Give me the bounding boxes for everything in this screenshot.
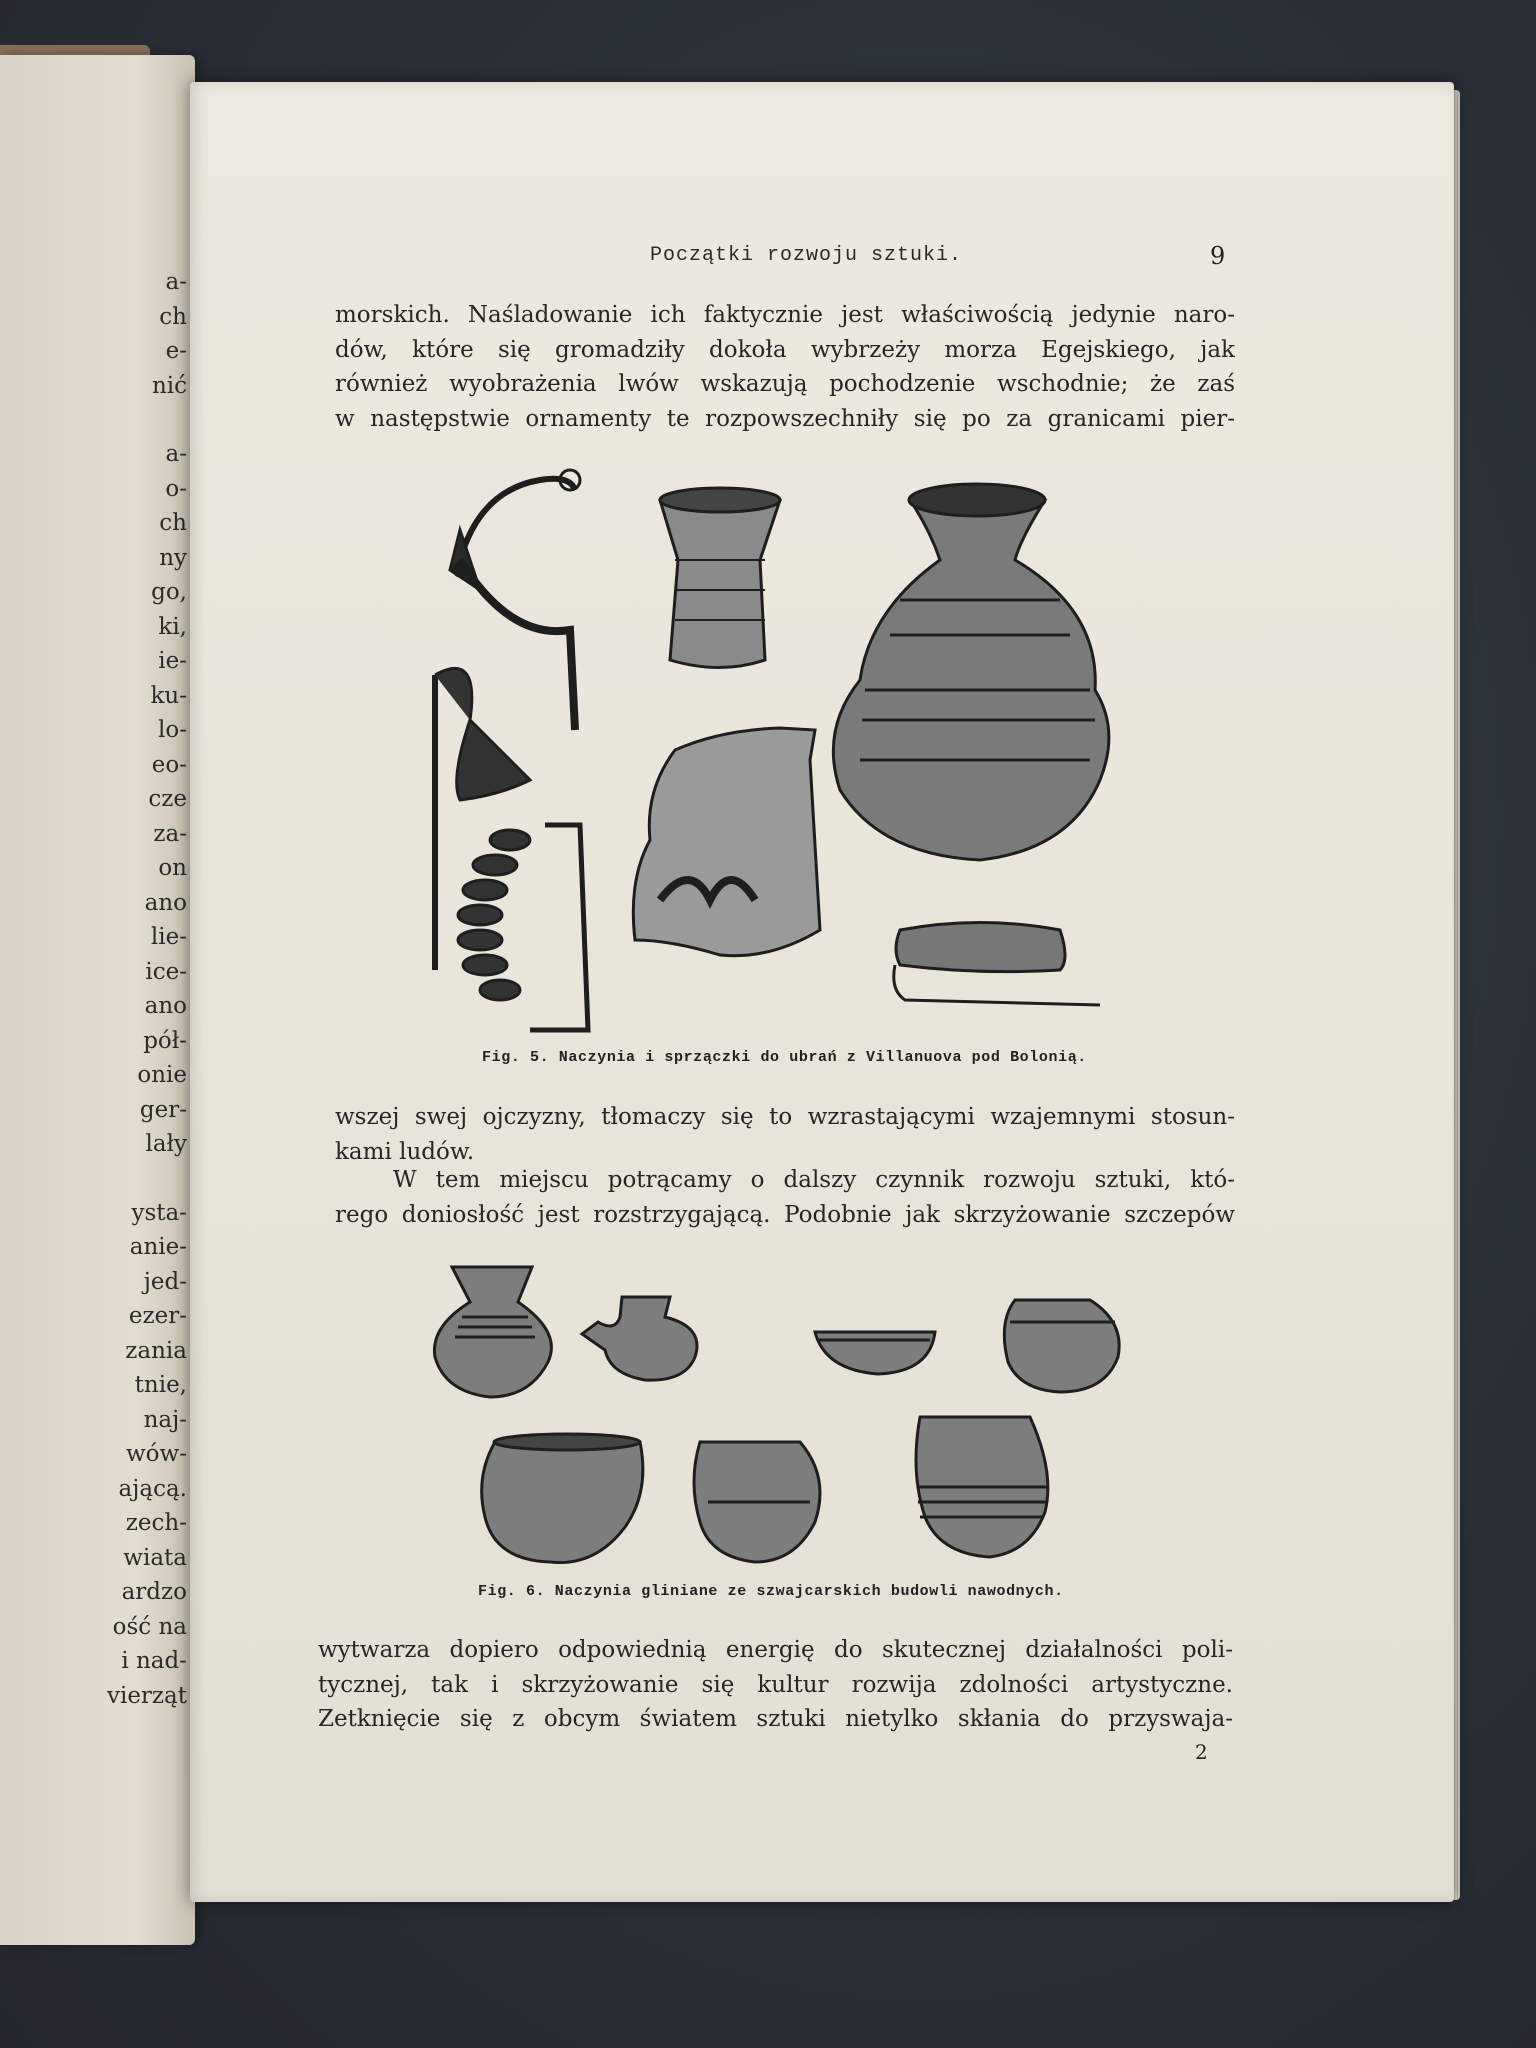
left-page-fragment: nić xyxy=(151,372,187,399)
left-page-fragment: a- xyxy=(165,269,187,295)
text-line: rego doniosłość jest rozstrzygającą. Podobnie jak skrzyżowanie szczepów xyxy=(335,1201,1235,1228)
paragraph-3 xyxy=(335,1163,1235,1232)
left-page-fragment: ardzo xyxy=(121,1579,187,1605)
left-page-fragment: lo- xyxy=(158,717,187,743)
left-page-fragment: a- xyxy=(165,441,187,467)
text-line: wszej swej ojczyzny, tłomaczy się to wzrastającymi wzajemnymi stosun- xyxy=(335,1104,1235,1130)
text-line: kami ludów. xyxy=(335,1138,475,1165)
left-page-fragment: lie- xyxy=(150,924,187,950)
text-line: morskich. Naśladowanie ich faktycznie jest właściwością jedynie naro- xyxy=(335,302,1235,328)
left-page-fragment: ie- xyxy=(158,648,187,674)
left-page-fragment: wów- xyxy=(126,1441,187,1467)
paragraph-4 xyxy=(318,1633,1233,1737)
text-line: tycznej, tak i skrzyżowanie się kultur rozwija zdolności artystyczne. xyxy=(318,1671,1233,1698)
left-page-fragment: ość na xyxy=(112,1613,187,1640)
signature-mark: 2 xyxy=(1195,1740,1208,1764)
text-line: W tem miejscu potrącamy o dalszy czynnik rozwoju sztuki, któ- xyxy=(393,1167,1235,1193)
paragraph-1 xyxy=(335,298,1235,436)
left-page-fragment: zech- xyxy=(125,1510,187,1536)
figure-6-illustration xyxy=(430,1262,1130,1572)
left-page-fragment: on xyxy=(158,855,187,881)
text-line: również wyobrażenia lwów wskazują pochodzenie wschodnie; że zaś xyxy=(335,371,1235,397)
left-page-fragment: vierząt xyxy=(106,1682,187,1709)
left-page-fragment: za- xyxy=(153,820,187,847)
left-page-fragment: zania xyxy=(125,1337,187,1364)
left-page-fragment: cze xyxy=(148,786,187,812)
figure-5-illustration xyxy=(420,460,1170,1040)
left-page-fragment: ger- xyxy=(139,1096,187,1123)
left-page-fragment xyxy=(7,1162,187,1196)
left-page-fragment: ku- xyxy=(150,682,187,709)
left-page-fragment: ki, xyxy=(158,613,187,640)
left-page-fragment: ano xyxy=(144,889,187,916)
left-page-fragment: ającą. xyxy=(118,1475,187,1502)
left-page-fragment: ch xyxy=(159,510,187,536)
left-page-text-fragments xyxy=(7,265,187,1713)
left-page-fragment: ysta- xyxy=(131,1199,187,1226)
left-page-fragment: o- xyxy=(165,475,187,502)
left-page-fragment: pół- xyxy=(143,1027,187,1054)
figure-6-caption: Fig. 6. Naczynia gliniane ze szwajcarskich budowli nawodnych. xyxy=(478,1583,1064,1600)
figure-5-caption: Fig. 5. Naczynia i sprzączki do ubrań z Villanuova pod Bolonią. xyxy=(482,1049,1087,1066)
left-page-fragment: tnie, xyxy=(134,1372,187,1398)
left-page-fragment: ano xyxy=(144,993,187,1019)
text-line: w następstwie ornamenty te rozpowszechniły się po za granicami pier- xyxy=(335,405,1235,432)
left-page-fragment: go, xyxy=(151,579,187,605)
running-head: Początki rozwoju sztuki. xyxy=(650,244,963,267)
text-line: wytwarza dopiero odpowiednią energię do skutecznej działalności poli- xyxy=(318,1637,1233,1663)
page-number: 9 xyxy=(1210,242,1226,270)
left-page-fragment: ezer- xyxy=(128,1303,187,1329)
text-line: Zetknięcie się z obcym światem sztuki nietylko skłania do przyswaja- xyxy=(318,1706,1233,1732)
left-page-fragment: i nad- xyxy=(121,1648,187,1674)
paragraph-2 xyxy=(335,1100,1235,1169)
left-page-fragment: lały xyxy=(145,1131,187,1157)
left-page-fragment: jed- xyxy=(143,1268,187,1295)
left-page-fragment: eo- xyxy=(151,751,187,778)
left-page-fragment: e- xyxy=(165,338,187,364)
left-page-fragment: anie- xyxy=(129,1234,187,1260)
left-page-fragment: ch xyxy=(159,303,187,330)
left-page-fragment: onie xyxy=(137,1062,187,1088)
left-page-fragment: ny xyxy=(159,544,187,571)
text-line: dów, które się gromadziły dokoła wybrzeży morza Egejskiego, jak xyxy=(335,336,1235,363)
left-page-fragment xyxy=(7,403,187,437)
left-page-fragment: ice- xyxy=(145,958,187,985)
left-page-fragment: wiata xyxy=(123,1544,187,1571)
left-page xyxy=(0,55,195,1945)
left-page-fragment: naj- xyxy=(143,1406,187,1433)
